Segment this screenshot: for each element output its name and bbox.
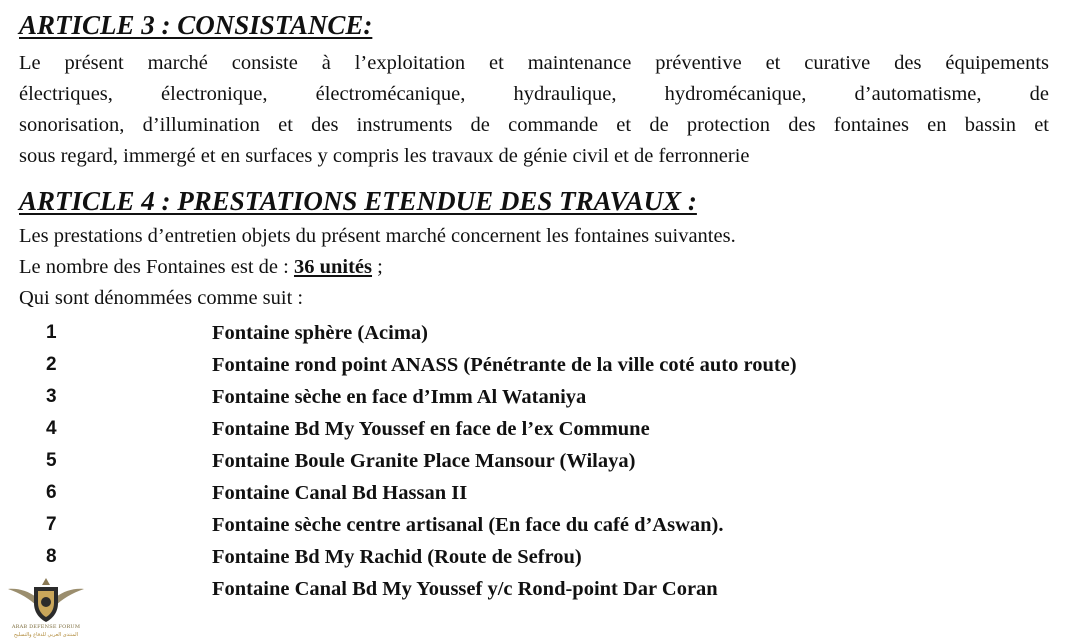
fountain-name: Fontaine sèche en face d’Imm Al Wataniya [212, 386, 587, 408]
fountain-list-item [19, 509, 1049, 541]
fountain-list-item [19, 349, 1049, 381]
fountain-count-line [19, 252, 1049, 283]
article-3-line: Le présent marché consiste à l’exploitation et maintenance préventive et curative des équipements [19, 52, 1049, 74]
fountain-count-prefix: Le nombre des Fontaines est de : [19, 256, 294, 278]
fountain-name: Fontaine Bd My Rachid (Route de Sefrou) [212, 546, 582, 568]
fountain-list-item [19, 445, 1049, 477]
fountain-number: 4 [46, 418, 57, 439]
fountain-number: 3 [46, 386, 57, 407]
fountain-number: 5 [46, 450, 57, 471]
document-page [19, 8, 1049, 605]
article-3-line: électriques, électronique, électromécanique, hydraulique, hydromécanique, d’automatisme, de [19, 83, 1049, 105]
fountain-number: 7 [46, 514, 57, 535]
article-3-line: sonorisation, d’illumination et des instruments de commande et de protection des fontaines en bassin et [19, 114, 1049, 136]
watermark-subtitle: المنتدى العربي للدفاع والتسليح [13, 632, 79, 638]
fountain-name: Fontaine Canal Bd Hassan II [212, 482, 468, 504]
fountain-number: 1 [46, 322, 57, 343]
fountain-list-intro: Qui sont dénommées comme suit : [19, 287, 304, 309]
fountain-name: Fontaine Bd My Youssef en face de l’ex Commune [212, 418, 650, 440]
eagle-emblem-icon [4, 575, 88, 625]
fountain-list-item [19, 541, 1049, 573]
fountain-count-value: 36 unités [293, 256, 373, 278]
fountain-name: Fontaine sphère (Acima) [212, 322, 428, 344]
fountain-list-item [19, 317, 1049, 349]
fountain-list [19, 317, 1049, 605]
article-4-intro: Les prestations d’entretien objets du présent marché concernent les fontaines suivantes. [19, 225, 736, 247]
fountain-list-item [19, 477, 1049, 509]
fountain-list-item [19, 573, 1049, 605]
fountain-count-suffix: ; [372, 256, 383, 278]
fountain-name: Fontaine sèche centre artisanal (En face du café d’Aswan). [212, 514, 724, 536]
fountain-name: Fontaine Canal Bd My Youssef y/c Rond-point Dar Coran [212, 578, 718, 600]
fountain-name: Fontaine rond point ANASS (Pénétrante de la ville coté auto route) [212, 354, 797, 376]
article-3-line: sous regard, immergé et en surfaces y compris les travaux de génie civil et de ferronnerie [19, 145, 750, 167]
watermark-logo [4, 575, 88, 641]
fountain-number: 8 [46, 546, 57, 567]
fountain-name: Fontaine Boule Granite Place Mansour (Wilaya) [212, 450, 636, 472]
article-4-heading: ARTICLE 4 : PRESTATIONS ETENDUE DES TRAVAUX : [19, 186, 697, 216]
fountain-list-item [19, 381, 1049, 413]
fountain-list-item [19, 413, 1049, 445]
article-3-paragraph [19, 48, 1049, 172]
watermark-title: ARAB DEFENSE FORUM [11, 624, 81, 630]
fountain-number: 2 [46, 354, 57, 375]
article-3-heading: ARTICLE 3 : CONSISTANCE: [19, 10, 373, 40]
fountain-number: 6 [46, 482, 57, 503]
